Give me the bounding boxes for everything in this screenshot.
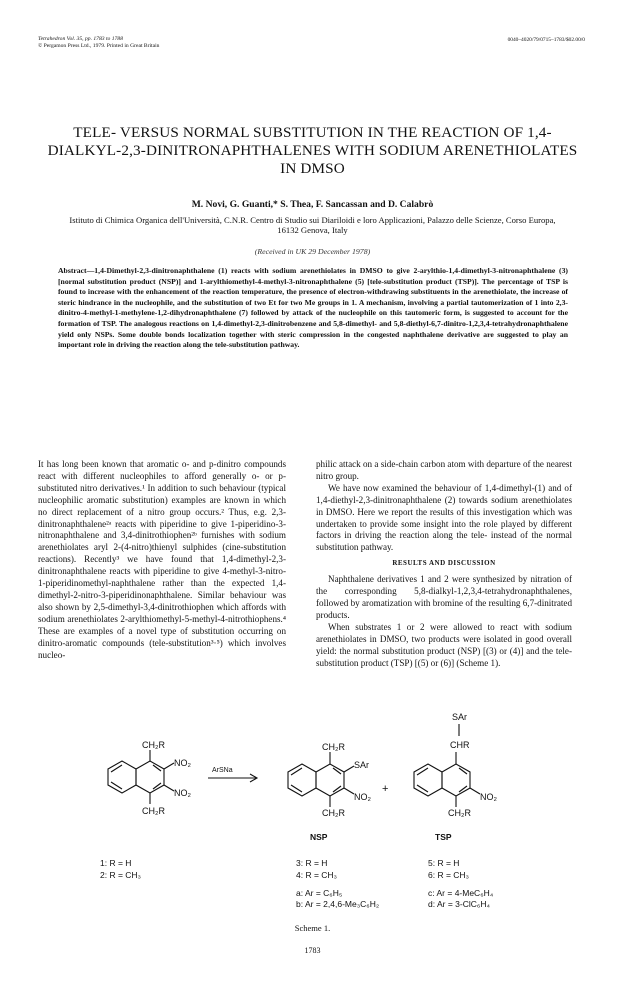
compound-4: 4: R = CH₃ [296, 870, 338, 880]
reactant-no2-top: NO₂ [174, 758, 191, 768]
tsp-label: TSP [435, 832, 452, 842]
aryl-a: a: Ar = C₆H₅ [296, 888, 343, 898]
journal-line: Tetrahedron Vol. 35, pp. 1783 to 1788 [38, 36, 123, 42]
nsp-bottom-substituent: CH₂R [322, 808, 345, 818]
page-number: 1783 [304, 946, 321, 955]
nsp-label: NSP [310, 832, 328, 842]
abstract [58, 266, 568, 351]
abstract-lead: Abstract [58, 266, 87, 275]
compound-1: 1: R = H [100, 858, 132, 868]
reactant-structure [108, 750, 174, 804]
right-paragraph-2: We have now examined the behaviour of 1,4-dimethyl-(1) and of 1,4-diethyl-2,3-dinitronaphthalene (2) towards sodium arenethiolates in DMSO. Here we report the results of this investigation which was undertaken to provide some insight into the role played by different factors in driving the reaction along the tele- instead of the normal substitution pathway. [316, 482, 572, 553]
aryl-d: d: Ar = 3-ClC₆H₄ [428, 899, 490, 909]
compound-6: 6: R = CH₃ [428, 870, 470, 880]
tsp-structure [414, 724, 480, 807]
tsp-ring-left [414, 764, 442, 796]
reactant-ring-left [108, 761, 136, 793]
right-paragraph-3: Naphthalene derivatives 1 and 2 were synthesized by nitration of the corresponding 5,8-dialkyl-1,2,3,4-tetrahydronaphthalenes, followed by aromatization with bromine of the resulting 6,7-dinitrated products. [316, 574, 572, 620]
compound-2: 2: R = CH₃ [100, 870, 142, 880]
reaction-scheme [60, 692, 580, 932]
right-column [316, 459, 572, 669]
tsp-no2: NO₂ [480, 792, 497, 802]
left-paragraph-1: It has long been known that aromatic o- and p-dinitro compounds react with different nucleophiles to afford generally o- or p-substituted nitro derivatives.¹ In addition to such behaviour (typical nucleophilic aromatic substitution) examples are known in which no direct replacement of a nitro group occurs.² Thus, e.g. 2,3-dinitronaphthalene²ᵃ reacts with piperidine to give 1-piperidino-3-nitronaphthalene and 3,4-dinitrothiophen²ᵇ furnishes with sodium arenethiolates aryl 2-(4-nitro)thienyl sulphides (cine-substitution reactions). Recently³ we have found that 1,4-dimethyl-2,3-dinitronaphthalene reacts with piperidine to give 4-methyl-3-nitro-1-piperidinomethyl-naphthalene rather than the expected 1,4-dimethyl-2-nitro-3-piperidinonaphthalene. Similar behaviour was also shown by 2,5-dimethyl-3,4-dinitrothiophen which affords with sodium arenethiolates 2-arylthiomethyl-5-methyl-4-nitrothiophens.⁴ These are examples of a novel type of substitution occurring on dinitro-aromatic compounds (tele-substitution³·⁵) which involves nucleo- [38, 459, 286, 660]
right-paragraph-1: philic attack on a side-chain carbon atom with departure of the nearest nitro group. [316, 459, 572, 481]
tsp-sar: SAr [452, 712, 468, 722]
reactant-bottom-substituent: CH₂R [142, 806, 165, 816]
compound-3: 3: R = H [296, 858, 328, 868]
reactant-no2-bottom: NO₂ [174, 788, 191, 798]
aryl-b: b: Ar = 2,4,6-Me₃C₆H₂ [296, 899, 380, 909]
scheme-caption: Scheme 1. [294, 923, 331, 933]
nsp-ring-left [288, 764, 316, 796]
section-heading: RESULTS AND DISCUSSION [392, 559, 496, 568]
article-code: 0040–4020/79/0715–1783/$02.00/0 [507, 37, 585, 43]
nsp-top-substituent: CH₂R [322, 742, 345, 752]
nsp-ring-right [316, 764, 344, 796]
abstract-text: —1,4-Dimethyl-2,3-dinitronaphthalene (1) reacts with sodium arenethiolates in DMSO to give 2-arylthio-1,4-dimethyl-3-nitronaphthalene (3) [normal substitution product (NSP)] and 1-arylthiomethyl-4-methyl-3-nitronaphthalene (5) [tele-substitution product (TSP)]. The percentage of TSP is found to increase with the enhancement of the reaction temperature, the presence of electron-withdrawing substituents in the arenethiolate, the increase of steric hindrance in the nucleophile, and the substitution of two Et for two Me groups in 1. A mechanism, involving a partial tautomerization of 1 into 2,3-dinitro-4-methyl-1-methylene-1,2-dihydronaphthalene (7) followed by attack of the nucleophile on this tautomeric form, is suggested to account for the formation of TSP. The analogous reactions on 1,4-dimethyl-2,3-dinitrobenzene and 5,8-dimethyl- and 5,8-diethyl-6,7-dinitro-1,2,3,4-tetrahydronaphthalene yield only NSPs. Some double bonds localization together with steric compression in the congested naphthalene derivative are suggested to play an important role in driving the reaction along the tele-substitution pathway. [58, 266, 568, 350]
paper-title: TELE- VERSUS NORMAL SUBSTITUTION IN THE REACTION OF 1,4-DIALKYL-2,3-DINITRONAPHTHALENES WITH SODIUM ARENETHIOLATES IN DMSO [47, 124, 578, 177]
left-column [38, 459, 286, 661]
tsp-ring-right [442, 764, 470, 796]
journal-header [38, 36, 159, 50]
publisher-line: © Pergamon Press Ltd., 1979. Printed in Great Britain [38, 43, 160, 50]
compound-5: 5: R = H [428, 858, 460, 868]
tsp-chr: CHR [450, 740, 470, 750]
reactant-ring-right [136, 761, 164, 793]
nsp-structure [288, 752, 354, 807]
nsp-no2: NO₂ [354, 792, 371, 802]
authors: M. Novi, G. Guanti,* S. Thea, F. Sancassan and D. Calabrò [191, 199, 434, 210]
affiliation: Istituto di Chimica Organica dell'Università, C.N.R. Centro di Studio sui Diariloidi e loro Applicazioni, Palazzo delle Scienze, Corso Europa, 16132 Genova, Italy [69, 215, 556, 236]
reactant-top-substituent: CH₂R [142, 740, 165, 750]
aryl-c: c: Ar = 4-MeC₆H₄ [428, 888, 494, 898]
right-paragraph-4: When substrates 1 or 2 were allowed to react with sodium arenethiolates in DMSO, two products were isolated in good overall yield: the normal substitution product (NSP) [(3) or (4)] and the tele-substitution product (TSP) [(5) or (6)] (Scheme 1). [316, 621, 572, 668]
nsp-sar: SAr [354, 760, 370, 770]
tsp-bottom-substituent: CH₂R [448, 808, 471, 818]
reagent-label: ArSNa [212, 767, 233, 774]
plus-sign: + [382, 783, 389, 795]
received-date: (Received in UK 29 December 1978) [254, 247, 371, 256]
